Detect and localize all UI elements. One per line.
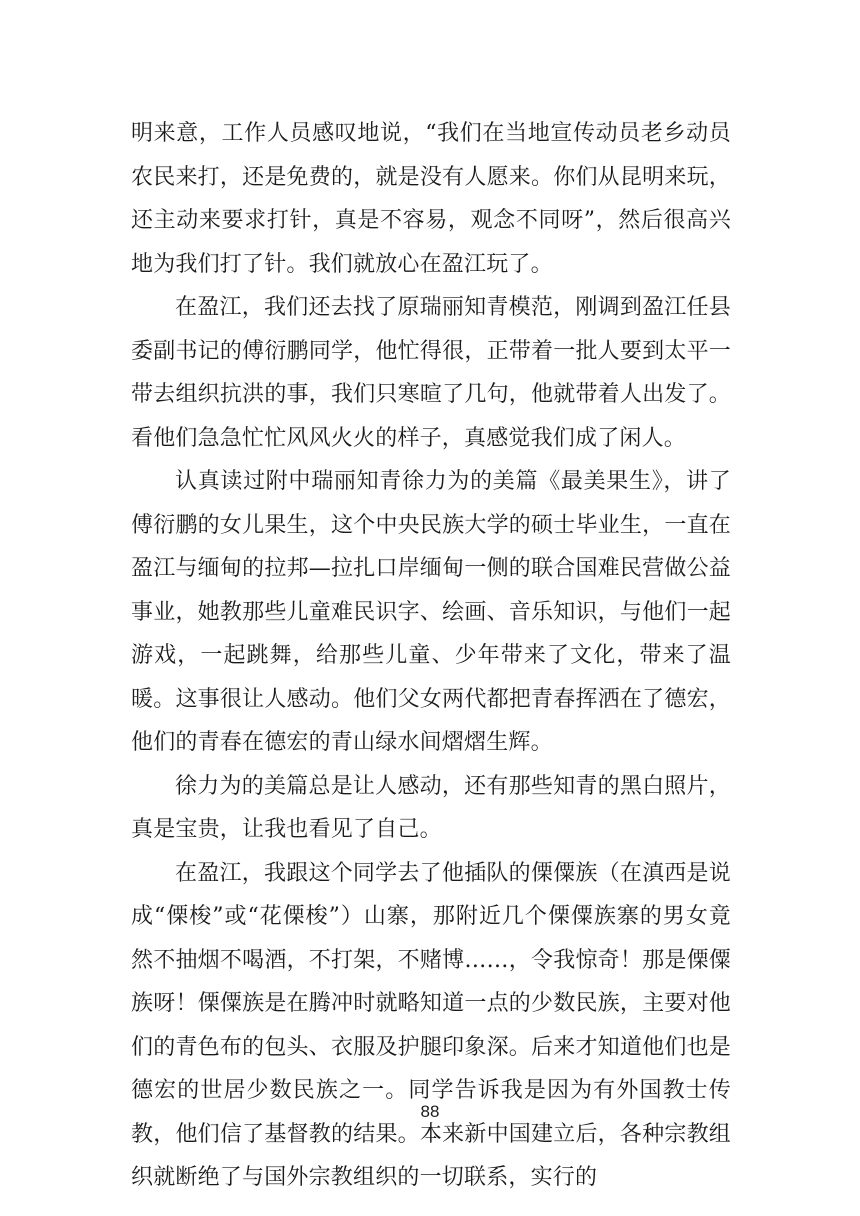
paragraph-5: 在盈江，我跟这个同学去了他插队的傈僳族（在滇西是说成“傈梭”或“花傈梭”）山寨，那附近几个傈僳族寨的男女竟然不抽烟不喝酒，不打架，不赌博……，令我惊奇！那是傈僳族呀！傈僳族是在腾冲时就略知道一点的少数民族，主要对他们的青色布的包头、衣服及护腿印象深。后来才知道他们也是德宏的世居少数民族之一。同学告诉我是因为有外国教士传教，他们信了基督教的结果。本来新中国建立后，各种宗教组织就断绝了与国外宗教组织的一切联系，实行的 (131, 860, 731, 1190)
paragraph-4: 徐力为的美篇总是让人感动，还有那些知青的黑白照片，真是宝贵，让我也看见了自己。 (131, 773, 731, 842)
paragraph-3: 认真读过附中瑞丽知青徐力为的美篇《最美果生》，讲了傅衍鹏的女儿果生，这个中央民族大学的硕士毕业生，一直在盈江与缅甸的拉邦—拉扎口岸缅甸一侧的联合国难民营做公益事业，她教那些儿童难民识字、绘画、音乐知识，与他们一起游戏，一起跳舞，给那些儿童、少年带来了文化，带来了温暖。这事很让人感动。他们父女两代都把青春挥洒在了德宏，他们的青春在德宏的青山绿水间熠熠生辉。 (131, 469, 731, 755)
page-number: 88 (420, 1102, 440, 1121)
body-text (131, 112, 731, 1200)
paragraph-1: 明来意，工作人员感叹地说，“我们在当地宣传动员老乡动员农民来打，还是免费的，就是没有人愿来。你们从昆明来玩，还主动来要求打针，真是不容易，观念不同呀”，然后很高兴地为我们打了针。我们就放心在盈江玩了。 (131, 121, 731, 277)
paragraph-2: 在盈江，我们还去找了原瑞丽知青模范，刚调到盈江任县委副书记的傅衍鹏同学，他忙得很，正带着一批人要到太平一带去组织抗洪的事，我们只寒暄了几句，他就带着人出发了。看他们急急忙忙风风火火的样子，真感觉我们成了闲人。 (131, 295, 731, 451)
